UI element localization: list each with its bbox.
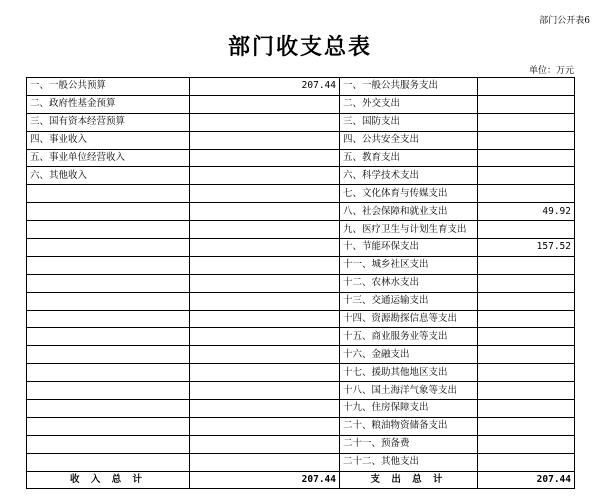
table-row xyxy=(27,417,575,435)
income-value-cell xyxy=(190,400,340,418)
income-value-cell xyxy=(190,310,340,328)
expense-label-cell: 八、社会保障和就业支出 xyxy=(340,203,478,221)
income-value-cell xyxy=(190,274,340,292)
table-row xyxy=(27,346,575,364)
income-label-cell xyxy=(27,453,190,471)
table-row xyxy=(27,185,575,203)
table-row xyxy=(27,310,575,328)
income-label-cell xyxy=(27,292,190,310)
table-row xyxy=(27,95,575,113)
income-label-cell: 二、政府性基金预算 xyxy=(27,95,190,113)
income-label-cell xyxy=(27,274,190,292)
income-value-cell xyxy=(190,149,340,167)
income-value-cell xyxy=(190,203,340,221)
income-value-cell xyxy=(190,346,340,364)
table-row xyxy=(27,364,575,382)
expense-value-cell xyxy=(478,346,575,364)
expense-label-cell: 六、科学技术支出 xyxy=(340,167,478,185)
table-row xyxy=(27,435,575,453)
expense-total-value: 207.44 xyxy=(478,471,575,489)
expense-label-cell: 十三、交通运输支出 xyxy=(340,292,478,310)
expense-value-cell xyxy=(478,364,575,382)
income-value-cell xyxy=(190,95,340,113)
income-label-cell xyxy=(27,382,190,400)
table-row xyxy=(27,131,575,149)
table-row xyxy=(27,274,575,292)
page-title: 部门收支总表 xyxy=(227,35,372,60)
table-row xyxy=(27,328,575,346)
expense-total-label: 支 出 总 计 xyxy=(340,471,478,489)
table-row xyxy=(27,78,575,96)
expense-value-cell: 157.52 xyxy=(478,239,575,257)
expense-label-cell: 二、外交支出 xyxy=(340,95,478,113)
table-row xyxy=(27,400,575,418)
table-row xyxy=(27,221,575,239)
expense-label-cell: 十、节能环保支出 xyxy=(340,239,478,257)
table-row xyxy=(27,149,575,167)
income-value-cell xyxy=(190,239,340,257)
table-number-label: 部门公开表6 xyxy=(539,16,590,26)
table-row xyxy=(27,256,575,274)
income-value-cell xyxy=(190,256,340,274)
income-label-cell xyxy=(27,256,190,274)
income-value-cell xyxy=(190,113,340,131)
expense-label-cell: 十九、住房保障支出 xyxy=(340,400,478,418)
expense-label-cell: 五、教育支出 xyxy=(340,149,478,167)
table-row xyxy=(27,382,575,400)
expense-label-cell: 十一、城乡社区支出 xyxy=(340,256,478,274)
expense-value-cell xyxy=(478,221,575,239)
expense-label-cell: 十二、农林水支出 xyxy=(340,274,478,292)
table-row xyxy=(27,239,575,257)
expense-label-cell: 十八、国土海洋气象等支出 xyxy=(340,382,478,400)
income-label-cell: 三、国有资本经营预算 xyxy=(27,113,190,131)
income-label-cell xyxy=(27,310,190,328)
expense-label-cell: 七、文化体育与传媒支出 xyxy=(340,185,478,203)
expense-label-cell: 二十一、预备费 xyxy=(340,435,478,453)
income-label-cell: 五、事业单位经营收入 xyxy=(27,149,190,167)
expense-value-cell xyxy=(478,113,575,131)
table-body xyxy=(27,78,575,489)
income-value-cell xyxy=(190,292,340,310)
income-label-cell: 六、其他收入 xyxy=(27,167,190,185)
income-label-cell xyxy=(27,203,190,221)
income-label-cell xyxy=(27,185,190,203)
income-value-cell xyxy=(190,328,340,346)
income-value-cell xyxy=(190,382,340,400)
expense-label-cell: 二十二、其他支出 xyxy=(340,453,478,471)
expense-value-cell xyxy=(478,417,575,435)
income-value-cell: 207.44 xyxy=(190,78,340,96)
table-row xyxy=(27,292,575,310)
expense-value-cell xyxy=(478,453,575,471)
expense-value-cell xyxy=(478,256,575,274)
table-row xyxy=(27,167,575,185)
expense-value-cell xyxy=(478,185,575,203)
expense-value-cell xyxy=(478,95,575,113)
income-value-cell xyxy=(190,453,340,471)
expense-value-cell xyxy=(478,131,575,149)
total-row xyxy=(27,471,575,489)
expense-label-cell: 三、国防支出 xyxy=(340,113,478,131)
expense-label-cell: 十五、商业服务业等支出 xyxy=(340,328,478,346)
expense-value-cell xyxy=(478,274,575,292)
expense-label-cell: 一、一般公共服务支出 xyxy=(340,78,478,96)
expense-label-cell: 四、公共安全支出 xyxy=(340,131,478,149)
expense-value-cell: 49.92 xyxy=(478,203,575,221)
expense-label-cell: 二十、粮油物资储备支出 xyxy=(340,417,478,435)
income-label-cell xyxy=(27,328,190,346)
income-label-cell xyxy=(27,400,190,418)
income-total-label: 收 入 总 计 xyxy=(27,471,190,489)
income-total-value: 207.44 xyxy=(190,471,340,489)
table-row xyxy=(27,203,575,221)
expense-value-cell xyxy=(478,382,575,400)
budget-summary-table xyxy=(26,77,575,489)
expense-value-cell xyxy=(478,292,575,310)
income-value-cell xyxy=(190,364,340,382)
expense-value-cell xyxy=(478,167,575,185)
expense-value-cell xyxy=(478,149,575,167)
table-row xyxy=(27,453,575,471)
income-label-cell: 一、一般公共预算 xyxy=(27,78,190,96)
expense-label-cell: 九、医疗卫生与计划生育支出 xyxy=(340,221,478,239)
expense-label-cell: 十四、资源勘探信息等支出 xyxy=(340,310,478,328)
income-label-cell: 四、事业收入 xyxy=(27,131,190,149)
expense-value-cell xyxy=(478,78,575,96)
income-label-cell xyxy=(27,364,190,382)
table-row xyxy=(27,113,575,131)
income-value-cell xyxy=(190,221,340,239)
income-label-cell xyxy=(27,435,190,453)
expense-value-cell xyxy=(478,310,575,328)
income-value-cell xyxy=(190,131,340,149)
income-label-cell xyxy=(27,239,190,257)
expense-label-cell: 十六、金融支出 xyxy=(340,346,478,364)
income-value-cell xyxy=(190,167,340,185)
income-label-cell xyxy=(27,221,190,239)
income-value-cell xyxy=(190,435,340,453)
expense-value-cell xyxy=(478,400,575,418)
expense-label-cell: 十七、援助其他地区支出 xyxy=(340,364,478,382)
income-value-cell xyxy=(190,185,340,203)
unit-label: 单位：万元 xyxy=(528,66,574,76)
expense-value-cell xyxy=(478,435,575,453)
income-label-cell xyxy=(27,417,190,435)
expense-value-cell xyxy=(478,328,575,346)
income-label-cell xyxy=(27,346,190,364)
income-value-cell xyxy=(190,417,340,435)
